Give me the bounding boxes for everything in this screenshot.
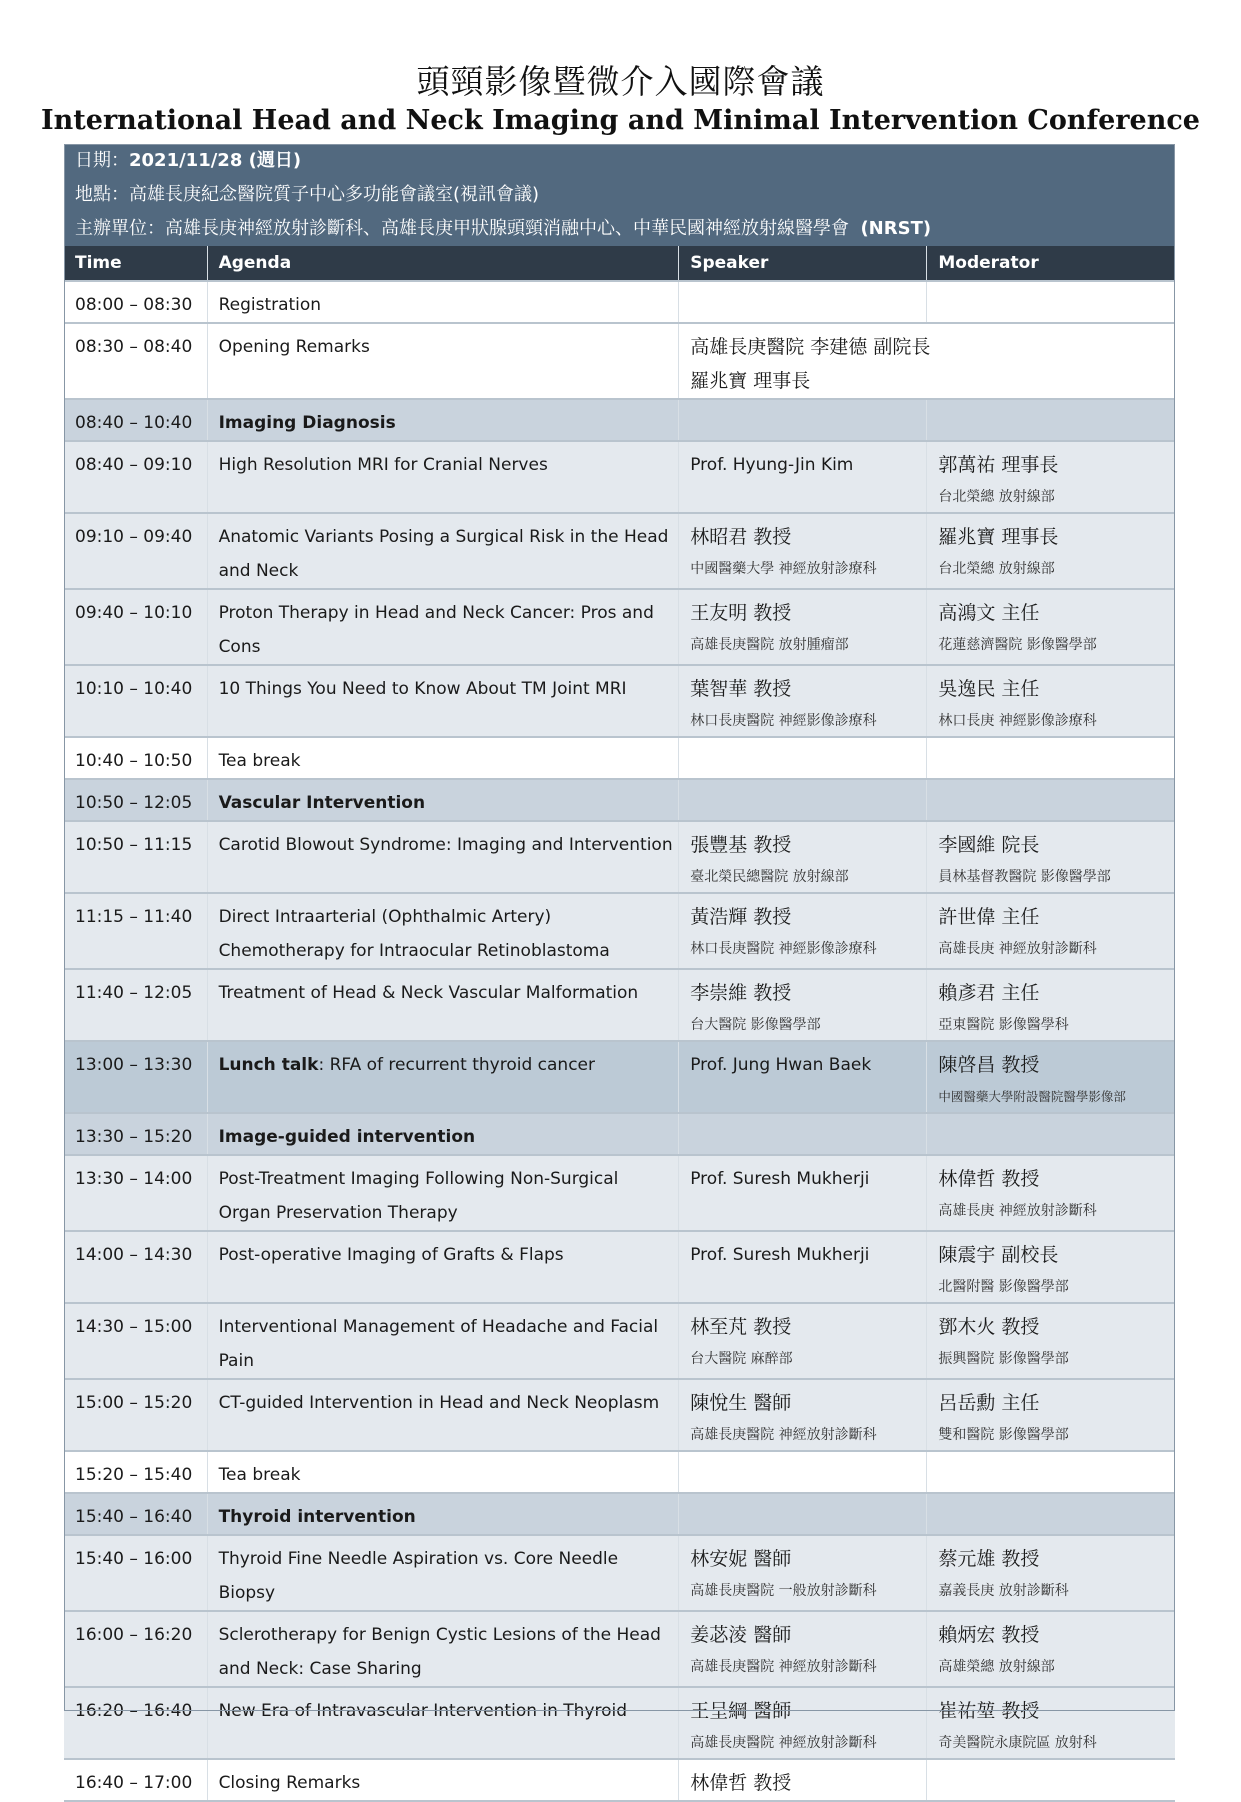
agenda-cell: [207, 1493, 679, 1535]
moderator-cell: [927, 589, 1175, 665]
moderator-cell: [927, 1041, 1175, 1113]
speaker-cell: [679, 1451, 927, 1493]
moderator-cell: [927, 1759, 1175, 1801]
moderator-cell: [927, 737, 1175, 779]
speaker-cell: [679, 893, 927, 969]
speaker-cell: [679, 1155, 927, 1231]
agenda-cell: [207, 1041, 679, 1113]
venue-value: 高雄長庚紀念醫院質子中心多功能會議室(視訊會議): [129, 184, 540, 205]
agenda-row-talk: [64, 821, 1175, 893]
speaker-cell: [679, 1611, 927, 1687]
date-label: 日期：: [75, 150, 129, 171]
speaker-name: 林偉哲 教授: [690, 1772, 792, 1794]
speaker-cell: [679, 1535, 927, 1611]
agenda-row-talk: [64, 1687, 1175, 1759]
speaker-cell: [679, 1379, 927, 1451]
time-cell: 13:30 – 14:00: [64, 1155, 207, 1231]
agenda-label-bold: Lunch talk: [218, 1055, 319, 1075]
moderator-name: 賴彥君 主任: [938, 982, 1040, 1004]
speaker-affiliation: 台大醫院 影像醫學部: [690, 1017, 821, 1033]
speaker-affiliation: 高雄長庚醫院 一般放射診斷科: [690, 1583, 877, 1599]
agenda-cell: [207, 1155, 679, 1231]
time-cell: 09:40 – 10:10: [64, 589, 207, 665]
agenda-row-white: [64, 1759, 1175, 1801]
moderator-name: 羅兆寶 理事長: [938, 526, 1059, 548]
speaker-cell: [679, 1303, 927, 1379]
moderator-name: 呂岳勳 主任: [938, 1392, 1040, 1414]
moderator-name: 李國維 院長: [938, 834, 1040, 856]
moderator-name: 蔡元雄 教授: [938, 1548, 1040, 1570]
time-cell: 11:15 – 11:40: [64, 893, 207, 969]
speaker-name: 林至芃 教授: [690, 1316, 792, 1338]
venue-label: 地點：: [75, 184, 129, 205]
agenda-row-talk: [64, 589, 1175, 665]
agenda-title: Thyroid Fine Needle Aspiration vs. Core Needle Biopsy: [218, 1549, 619, 1603]
agenda-row-talk: [64, 1611, 1175, 1687]
speaker-name: 林安妮 醫師: [690, 1548, 792, 1570]
speaker-cell: [679, 969, 927, 1041]
agenda-row-talk: [64, 893, 1175, 969]
moderator-affiliation: 林口長庚 神經影像診療科: [938, 713, 1097, 729]
moderator-cell: [927, 893, 1175, 969]
speaker-cell: [679, 589, 927, 665]
moderator-affiliation: 雙和醫院 影像醫學部: [938, 1427, 1069, 1443]
opening-speaker-line: 羅兆寶 理事長: [690, 370, 811, 392]
host-abbreviation: (NRST): [860, 218, 932, 239]
speaker-cell: [679, 1231, 927, 1303]
agenda-row-talk: [64, 1155, 1175, 1231]
agenda-row-talk: [64, 1231, 1175, 1303]
speaker-cell: [679, 1687, 927, 1759]
agenda-cell: [207, 737, 679, 779]
moderator-name: 郭萬祐 理事長: [938, 454, 1059, 476]
moderator-cell: [927, 399, 1175, 441]
moderator-affiliation: 振興醫院 影像醫學部: [938, 1351, 1069, 1367]
time-cell: 09:10 – 09:40: [64, 513, 207, 589]
agenda-row-talk: [64, 969, 1175, 1041]
agenda-title: 10 Things You Need to Know About TM Joint MRI: [218, 679, 627, 699]
speaker-affiliation: 高雄長庚醫院 放射腫瘤部: [690, 637, 849, 653]
agenda-cell: [207, 399, 679, 441]
moderator-name: 陳震宇 副校長: [938, 1244, 1059, 1266]
agenda-cell: [207, 1231, 679, 1303]
speaker-name: 姜苾淩 醫師: [690, 1624, 792, 1646]
time-cell: 11:40 – 12:05: [64, 969, 207, 1041]
host-label: 主辦單位：: [75, 218, 165, 239]
moderator-affiliation: 高雄長庚 神經放射診斷科: [938, 941, 1097, 957]
moderator-affiliation: 花蓮慈濟醫院 影像醫學部: [938, 637, 1097, 653]
agenda-row-talk: [64, 1303, 1175, 1379]
time-cell: 14:00 – 14:30: [64, 1231, 207, 1303]
page-title-chinese: 頭頸影像暨微介入國際會議: [416, 62, 825, 101]
moderator-affiliation: 高雄長庚 神經放射診斷科: [938, 1203, 1097, 1219]
date-line: [75, 144, 1175, 178]
date-value: 2021/11/28 (週日): [129, 150, 302, 171]
speaker-name: 王友明 教授: [690, 602, 792, 624]
moderator-cell: [927, 1535, 1175, 1611]
agenda-row-session: [64, 399, 1175, 441]
agenda-cell: [207, 323, 679, 399]
moderator-affiliation: 嘉義長庚 放射診斷科: [938, 1583, 1069, 1599]
speaker-cell: [679, 1113, 927, 1155]
agenda-cell: [207, 1451, 679, 1493]
agenda-cell: [207, 665, 679, 737]
agenda-cell: [207, 1611, 679, 1687]
agenda-cell: [207, 281, 679, 323]
opening-speakers-cell: [679, 323, 1175, 399]
speaker-name: 陳悅生 醫師: [690, 1392, 792, 1414]
speaker-cell: [679, 737, 927, 779]
agenda-title: Carotid Blowout Syndrome: Imaging and Intervention: [218, 835, 673, 855]
host-line: [75, 212, 1175, 246]
speaker-cell: [679, 281, 927, 323]
moderator-cell: [927, 1687, 1175, 1759]
speaker-cell: [679, 399, 927, 441]
speaker-name: Prof. Suresh Mukherji: [690, 1169, 870, 1189]
agenda-row-session: [64, 779, 1175, 821]
time-cell: 15:20 – 15:40: [64, 1451, 207, 1493]
agenda-table: [64, 246, 1175, 1802]
agenda-title: Tea break: [218, 751, 301, 771]
agenda-row-white: [64, 1451, 1175, 1493]
time-cell: 15:00 – 15:20: [64, 1379, 207, 1451]
moderator-cell: [927, 1231, 1175, 1303]
agenda-title: Post-operative Imaging of Grafts & Flaps: [218, 1245, 564, 1265]
agenda-title: Closing Remarks: [218, 1773, 361, 1793]
speaker-name: 林昭君 教授: [690, 526, 792, 548]
header-agenda: Agenda: [207, 246, 679, 281]
time-cell: 10:50 – 11:15: [64, 821, 207, 893]
agenda-row-talk: [64, 441, 1175, 513]
header-moderator: Moderator: [927, 246, 1175, 281]
agenda-cell: [207, 1759, 679, 1801]
time-cell: 13:00 – 13:30: [64, 1041, 207, 1113]
moderator-cell: [927, 441, 1175, 513]
time-cell: 08:40 – 10:40: [64, 399, 207, 441]
header-speaker: Speaker: [679, 246, 927, 281]
speaker-cell: [679, 665, 927, 737]
agenda-row-lunch: [64, 1041, 1175, 1113]
agenda-body: [64, 281, 1175, 1801]
agenda-title: Opening Remarks: [218, 337, 370, 357]
time-cell: 10:50 – 12:05: [64, 779, 207, 821]
agenda-title: Anatomic Variants Posing a Surgical Risk in the Head and Neck: [218, 527, 669, 581]
agenda-title: High Resolution MRI for Cranial Nerves: [218, 455, 548, 475]
moderator-affiliation: 員林基督教醫院 影像醫學部: [938, 869, 1111, 885]
agenda-title: Treatment of Head & Neck Vascular Malformation: [218, 983, 639, 1003]
time-cell: 15:40 – 16:00: [64, 1535, 207, 1611]
moderator-cell: [927, 969, 1175, 1041]
moderator-name: 高鴻文 主任: [938, 602, 1040, 624]
moderator-affiliation: 高雄榮總 放射線部: [938, 1659, 1055, 1675]
agenda-cell: [207, 779, 679, 821]
moderator-affiliation: 台北榮總 放射線部: [938, 489, 1055, 505]
agenda-cell: [207, 513, 679, 589]
agenda-title: Post-Treatment Imaging Following Non-Surgical Organ Preservation Therapy: [218, 1169, 619, 1223]
agenda-cell: [207, 1535, 679, 1611]
moderator-affiliation: 台北榮總 放射線部: [938, 561, 1055, 577]
moderator-name: 鄧木火 教授: [938, 1316, 1040, 1338]
time-cell: 10:40 – 10:50: [64, 737, 207, 779]
time-cell: 14:30 – 15:00: [64, 1303, 207, 1379]
moderator-cell: [927, 281, 1175, 323]
speaker-affiliation: 林口長庚醫院 神經影像診療科: [690, 941, 877, 957]
agenda-title: Thyroid intervention: [218, 1507, 416, 1527]
time-cell: 08:40 – 09:10: [64, 441, 207, 513]
agenda-title: Image-guided intervention: [218, 1127, 476, 1147]
agenda-row-session: [64, 1493, 1175, 1535]
agenda-title: Sclerotherapy for Benign Cystic Lesions of the Head and Neck: Case Sharing: [218, 1625, 661, 1679]
agenda-cell: [207, 1113, 679, 1155]
speaker-affiliation: 高雄長庚醫院 神經放射診斷科: [690, 1427, 877, 1443]
speaker-name: Prof. Jung Hwan Baek: [690, 1055, 872, 1075]
time-cell: 16:40 – 17:00: [64, 1759, 207, 1801]
agenda-title: Registration: [218, 295, 322, 315]
moderator-cell: [927, 1303, 1175, 1379]
agenda-row-talk: [64, 665, 1175, 737]
speaker-cell: [679, 513, 927, 589]
speaker-name: Prof. Hyung-Jin Kim: [690, 455, 854, 475]
venue-line: [75, 178, 1175, 212]
agenda-title: CT-guided Intervention in Head and Neck Neoplasm: [218, 1393, 660, 1413]
speaker-name: 葉智華 教授: [690, 678, 792, 700]
moderator-affiliation: 亞東醫院 影像醫學科: [938, 1017, 1069, 1033]
moderator-name: 賴炳宏 教授: [938, 1624, 1040, 1646]
speaker-name: Prof. Suresh Mukherji: [690, 1245, 870, 1265]
agenda-row-white: [64, 737, 1175, 779]
agenda-title: Tea break: [218, 1465, 301, 1485]
agenda-cell: [207, 969, 679, 1041]
agenda-title: New Era of Intravascular Intervention in Thyroid: [218, 1701, 628, 1721]
moderator-cell: [927, 779, 1175, 821]
host-value: 高雄長庚神經放射診斷科、高雄長庚甲狀腺頭頸消融中心、中華民國神經放射線醫學會: [165, 218, 849, 239]
moderator-name: 崔祐堃 教授: [938, 1700, 1040, 1722]
agenda-row-talk: [64, 1535, 1175, 1611]
moderator-affiliation: 北醫附醫 影像醫學部: [938, 1279, 1069, 1295]
speaker-cell: [679, 1041, 927, 1113]
moderator-cell: [927, 1113, 1175, 1155]
speaker-affiliation: 林口長庚醫院 神經影像診療科: [690, 713, 877, 729]
speaker-name: 黃浩輝 教授: [690, 906, 792, 928]
moderator-cell: [927, 1493, 1175, 1535]
agenda-title: : RFA of recurrent thyroid cancer: [318, 1055, 595, 1075]
speaker-name: 李崇維 教授: [690, 982, 792, 1004]
agenda-row-talk: [64, 1379, 1175, 1451]
conference-info-box: [64, 144, 1175, 246]
opening-speaker-line: 高雄長庚醫院 李建德 副院長: [690, 336, 931, 358]
moderator-affiliation: 中國醫藥大學附設醫院醫學影像部: [938, 1089, 1126, 1104]
moderator-cell: [927, 1611, 1175, 1687]
time-cell: 15:40 – 16:40: [64, 1493, 207, 1535]
agenda-cell: [207, 589, 679, 665]
moderator-cell: [927, 1379, 1175, 1451]
speaker-cell: [679, 821, 927, 893]
time-cell: 10:10 – 10:40: [64, 665, 207, 737]
speaker-affiliation: 高雄長庚醫院 神經放射診斷科: [690, 1735, 877, 1751]
agenda-cell: [207, 1303, 679, 1379]
time-cell: 08:00 – 08:30: [64, 281, 207, 323]
moderator-cell: [927, 513, 1175, 589]
agenda-title: Imaging Diagnosis: [218, 413, 396, 433]
time-cell: 16:00 – 16:20: [64, 1611, 207, 1687]
moderator-cell: [927, 1155, 1175, 1231]
moderator-name: 吳逸民 主任: [938, 678, 1040, 700]
agenda-title: Proton Therapy in Head and Neck Cancer: Pros and Cons: [218, 603, 654, 657]
agenda-row-white: [64, 323, 1175, 399]
agenda-cell: [207, 893, 679, 969]
page-title-english: International Head and Neck Imaging and Minimal Intervention Conference: [41, 105, 1200, 136]
moderator-name: 林偉哲 教授: [938, 1168, 1040, 1190]
agenda-title: Vascular Intervention: [218, 793, 426, 813]
speaker-name: 王呈綱 醫師: [690, 1700, 792, 1722]
speaker-cell: [679, 1493, 927, 1535]
speaker-name: 張豐基 教授: [690, 834, 792, 856]
agenda-title: Direct Intraarterial (Ophthalmic Artery) Chemotherapy for Intraocular Retinoblastoma: [218, 907, 610, 961]
header-time: Time: [64, 246, 207, 281]
moderator-cell: [927, 1451, 1175, 1493]
moderator-affiliation: 奇美醫院永康院區 放射科: [938, 1735, 1097, 1751]
moderator-name: 許世偉 主任: [938, 906, 1040, 928]
moderator-name: 陳啓昌 教授: [938, 1054, 1040, 1076]
speaker-affiliation: 高雄長庚醫院 神經放射診斷科: [690, 1659, 877, 1675]
agenda-row-white: [64, 281, 1175, 323]
agenda-row-session: [64, 1113, 1175, 1155]
agenda-cell: [207, 441, 679, 513]
time-cell: 13:30 – 15:20: [64, 1113, 207, 1155]
agenda-cell: [207, 1687, 679, 1759]
agenda-cell: [207, 1379, 679, 1451]
agenda-title: Interventional Management of Headache and Facial Pain: [218, 1317, 659, 1371]
agenda-row-talk: [64, 513, 1175, 589]
speaker-cell: [679, 441, 927, 513]
speaker-cell: [679, 1759, 927, 1801]
time-cell: 08:30 – 08:40: [64, 323, 207, 399]
time-cell: 16:20 – 16:40: [64, 1687, 207, 1759]
speaker-affiliation: 臺北榮民總醫院 放射線部: [690, 869, 849, 885]
speaker-affiliation: 台大醫院 麻醉部: [690, 1351, 793, 1367]
speaker-cell: [679, 779, 927, 821]
moderator-cell: [927, 665, 1175, 737]
moderator-cell: [927, 821, 1175, 893]
agenda-cell: [207, 821, 679, 893]
speaker-affiliation: 中國醫藥大學 神經放射診療科: [690, 561, 877, 577]
agenda-header-row: [64, 246, 1175, 281]
